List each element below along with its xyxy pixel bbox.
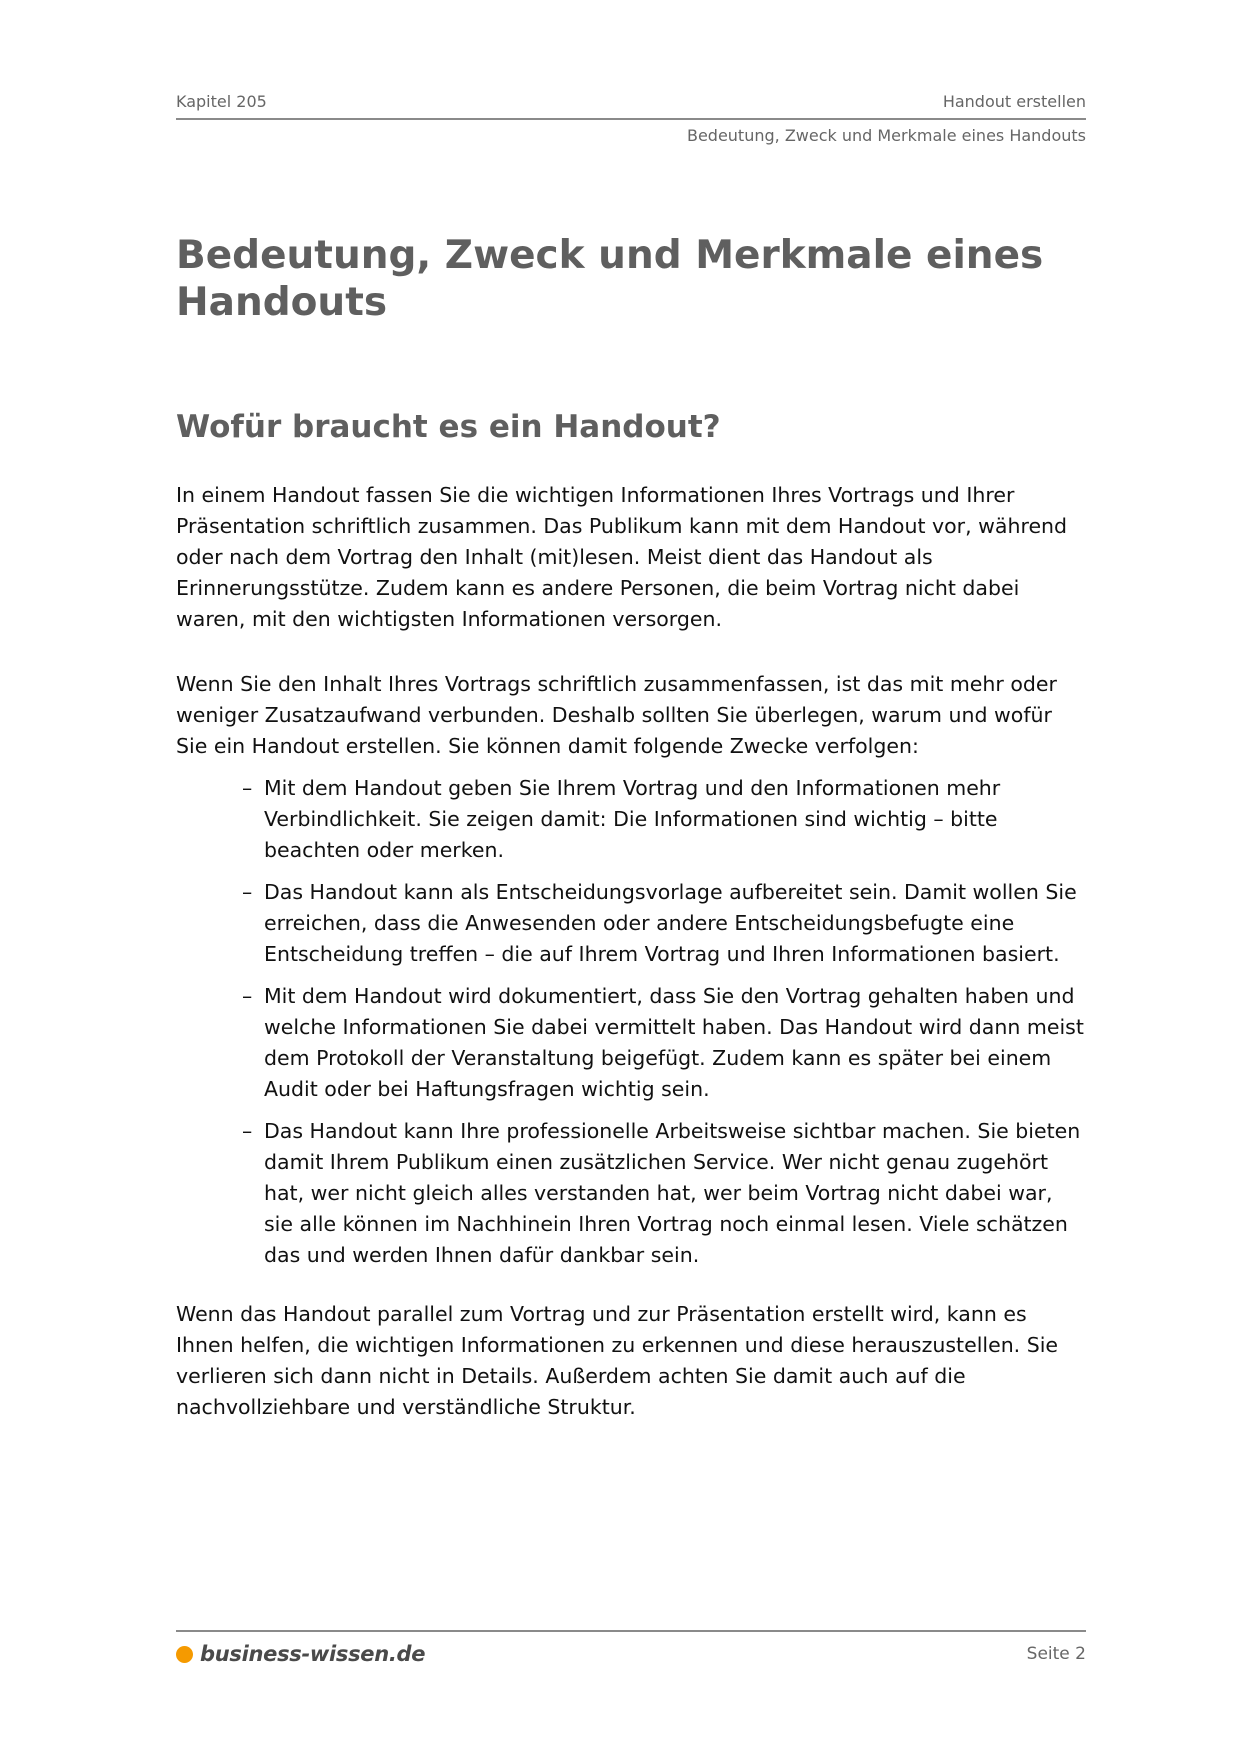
header-section: Handout erstellen	[942, 92, 1086, 111]
page-content	[176, 232, 1086, 1423]
paragraph-purposes: Wenn Sie den Inhalt Ihres Vortrags schriftlich zusammenfassen, ist das mit mehr oder weniger Zusatzaufwand verbunden. Deshalb sollten Sie überlegen, warum und wofür Sie ein Handout erstellen. Sie können damit folgende Zwecke verfolgen:	[176, 672, 1057, 758]
list-item-text: Das Handout kann Ihre professionelle Arbeitsweise sichtbar machen. Sie bieten damit Ihrem Publikum einen zusätzlichen Service. Wer nicht genau zugehört hat, wer nicht gleich alles verstanden hat, wer beim Vortrag nicht dabei war, sie alle können im Nachhinein Ihren Vortrag noch einmal lesen. Viele schätzen das und werden Ihnen dafür dankbar sein.	[264, 1119, 1081, 1267]
paragraph-conclusion: Wenn das Handout parallel zum Vortrag und zur Präsentation erstellt wird, kann es Ihnen helfen, die wichtigen Informationen zu erkennen und diese herauszustellen. Sie verlieren sich dann nicht in Details. Außerdem achten Sie damit auch auf die nachvollziehbare und verständliche Struktur.	[176, 1302, 1059, 1419]
page-header	[176, 92, 1086, 146]
dash-marker: –	[242, 1119, 253, 1143]
dash-marker: –	[242, 880, 253, 904]
list-item	[242, 773, 1086, 866]
dash-marker: –	[242, 776, 253, 800]
footer-row	[176, 1642, 1086, 1666]
brand-name: business-wissen.de	[200, 1642, 426, 1666]
page-title: Bedeutung, Zweck und Merkmale eines Handouts	[176, 233, 1044, 325]
list-item-text: Das Handout kann als Entscheidungsvorlage aufbereitet sein. Damit wollen Sie erreichen, dass die Anwesenden oder andere Entscheidungsbefugte eine Entscheidung treffen – die auf Ihrem Vortrag und Ihren Informationen basiert.	[264, 880, 1077, 966]
list-item-text: Mit dem Handout geben Sie Ihrem Vortrag und den Informationen mehr Verbindlichkeit. Sie zeigen damit: Die Informationen sind wichtig – bitte beachten oder merken.	[264, 776, 1001, 862]
header-row	[176, 92, 1086, 112]
page-footer	[176, 1630, 1086, 1666]
header-divider	[176, 118, 1086, 120]
paragraph-intro: In einem Handout fassen Sie die wichtigen Informationen Ihres Vortrags und Ihrer Präsentation schriftlich zusammen. Das Publikum kann mit dem Handout vor, während oder nach dem Vortrag den Inhalt (mit)lesen. Meist dient das Handout als Erinnerungsstütze. Zudem kann es andere Personen, die beim Vortrag nicht dabei waren, mit den wichtigsten Informationen versorgen.	[176, 483, 1068, 631]
brand-dot-icon	[176, 1646, 193, 1663]
header-subsection: Bedeutung, Zweck und Merkmale eines Handouts	[686, 126, 1086, 145]
list-item	[242, 981, 1086, 1105]
footer-divider	[176, 1630, 1086, 1632]
section-heading: Wofür braucht es ein Handout?	[176, 409, 721, 445]
brand-logo	[176, 1642, 425, 1666]
page-number: Seite 2	[1026, 1644, 1086, 1664]
header-chapter: Kapitel 205	[176, 92, 267, 111]
purpose-list	[176, 773, 1086, 1271]
list-item	[242, 877, 1086, 970]
list-item-text: Mit dem Handout wird dokumentiert, dass Sie den Vortrag gehalten haben und welche Informationen Sie dabei vermittelt haben. Das Handout wird dann meist dem Protokoll der Veranstaltung beigefügt. Zudem kann es später bei einem Audit oder bei Haftungsfragen wichtig sein.	[264, 984, 1084, 1101]
list-item	[242, 1116, 1086, 1271]
dash-marker: –	[242, 984, 253, 1008]
